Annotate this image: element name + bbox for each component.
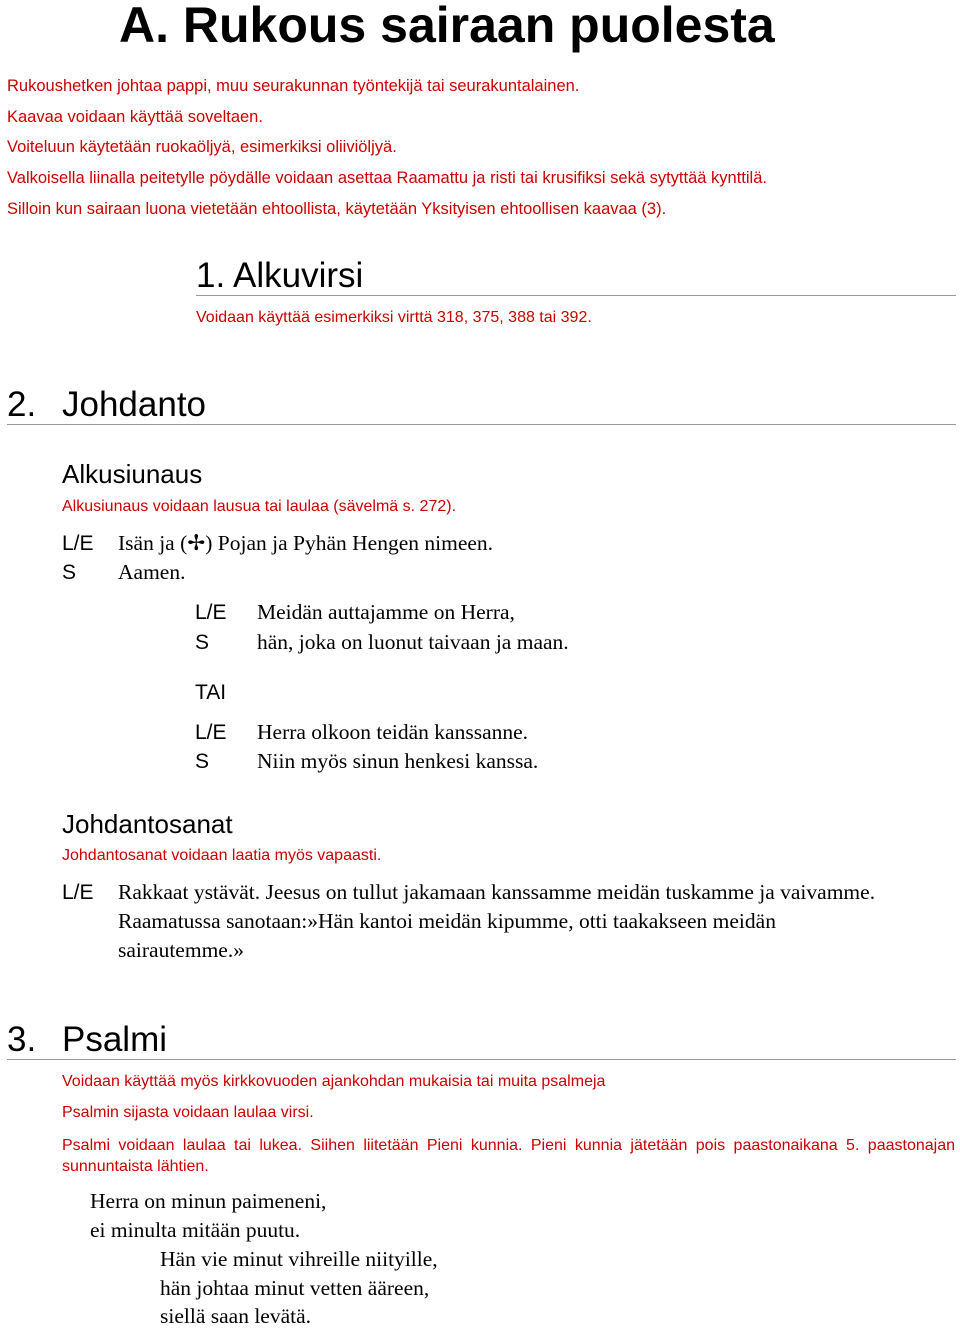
johdantosanat-note: Johdantosanat voidaan laatia myös vapaasti.: [62, 847, 382, 864]
liturgy-line: Meidän auttajamme on Herra,: [257, 600, 515, 624]
johdantosanat-heading: Johdantosanat: [62, 809, 233, 839]
intro-line: Rukoushetken johtaa pappi, muu seurakunnan työntekijä tai seurakuntalainen.: [7, 77, 580, 95]
psalm-note: Psalmin sijasta voidaan laulaa virsi.: [62, 1104, 314, 1121]
role-label: S: [62, 561, 77, 584]
section-1-note: Voidaan käyttää esimerkiksi virttä 318, 375, 388 tai 392.: [196, 309, 592, 326]
psalm-line: ei minulta mitään puutu.: [90, 1218, 301, 1242]
section-2-number: 2.: [7, 385, 37, 424]
alkusiunaus-note: Alkusiunaus voidaan lausua tai laulaa (sävelmä s. 272).: [62, 498, 457, 515]
role-label: L/E: [195, 721, 227, 744]
role-label: L/E: [195, 601, 227, 624]
role-label: S: [195, 631, 210, 654]
section-2-heading: Johdanto: [62, 385, 207, 424]
psalm-line: hän johtaa minut vetten ääreen,: [160, 1276, 430, 1300]
psalm-line: Herra on minun paimeneni,: [90, 1189, 327, 1213]
page-title: A. Rukous sairaan puolesta: [119, 0, 775, 53]
liturgy-line: sairautemme.»: [118, 938, 244, 962]
alternative-label: TAI: [195, 681, 227, 704]
section-2-rule: [7, 424, 956, 425]
liturgy-line: hän, joka on luonut taivaan ja maan.: [257, 630, 569, 654]
role-label: L/E: [62, 881, 94, 904]
liturgy-line: Aamen.: [118, 560, 186, 584]
liturgy-line: Rakkaat ystävät. Jeesus on tullut jakamaan kanssamme meidän tuskamme ja vaivamme.: [118, 880, 876, 904]
psalm-line: Hän vie minut vihreille niityille,: [160, 1247, 438, 1271]
alkusiunaus-heading: Alkusiunaus: [62, 459, 203, 489]
intro-line: Kaavaa voidaan käyttää soveltaen.: [7, 108, 263, 126]
intro-line: Voiteluun käytetään ruokaöljyä, esimerkiksi oliiviöljyä.: [7, 138, 397, 156]
section-3-number: 3.: [7, 1020, 37, 1059]
section-3-heading: Psalmi: [62, 1020, 168, 1059]
liturgy-line: Niin myös sinun henkesi kanssa.: [257, 749, 539, 773]
liturgy-line: Isän ja (✢) Pojan ja Pyhän Hengen nimeen.: [118, 531, 494, 555]
psalm-note: Psalmi voidaan laulaa tai lukea. Siihen liitetään Pieni kunnia. Pieni kunnia jätetään pois paastonaikana 5. paastonajan sunnuntaista lähtien.: [62, 1137, 955, 1175]
liturgy-line: Raamatussa sanotaan:»Hän kantoi meidän kipumme, otti taakakseen meidän: [118, 909, 776, 933]
role-label: L/E: [62, 532, 94, 555]
intro-line: Valkoisella liinalla peitetylle pöydälle voidaan asettaa Raamattu ja risti tai krusifiksi sekä sytyttää kynttilä.: [7, 169, 767, 187]
section-1-rule: [196, 295, 956, 296]
psalm-note: Voidaan käyttää myös kirkkovuoden ajankohdan mukaisia tai muita psalmeja: [62, 1073, 606, 1090]
liturgy-line: Herra olkoon teidän kanssanne.: [257, 720, 529, 744]
intro-line: Silloin kun sairaan luona vietetään ehtoollista, käytetään Yksityisen ehtoollisen kaavaa (3).: [7, 200, 667, 218]
psalm-line: siellä saan levätä.: [160, 1304, 312, 1328]
section-1-heading: 1. Alkuvirsi: [196, 256, 364, 295]
section-3-rule: [7, 1059, 956, 1060]
role-label: S: [195, 750, 210, 773]
